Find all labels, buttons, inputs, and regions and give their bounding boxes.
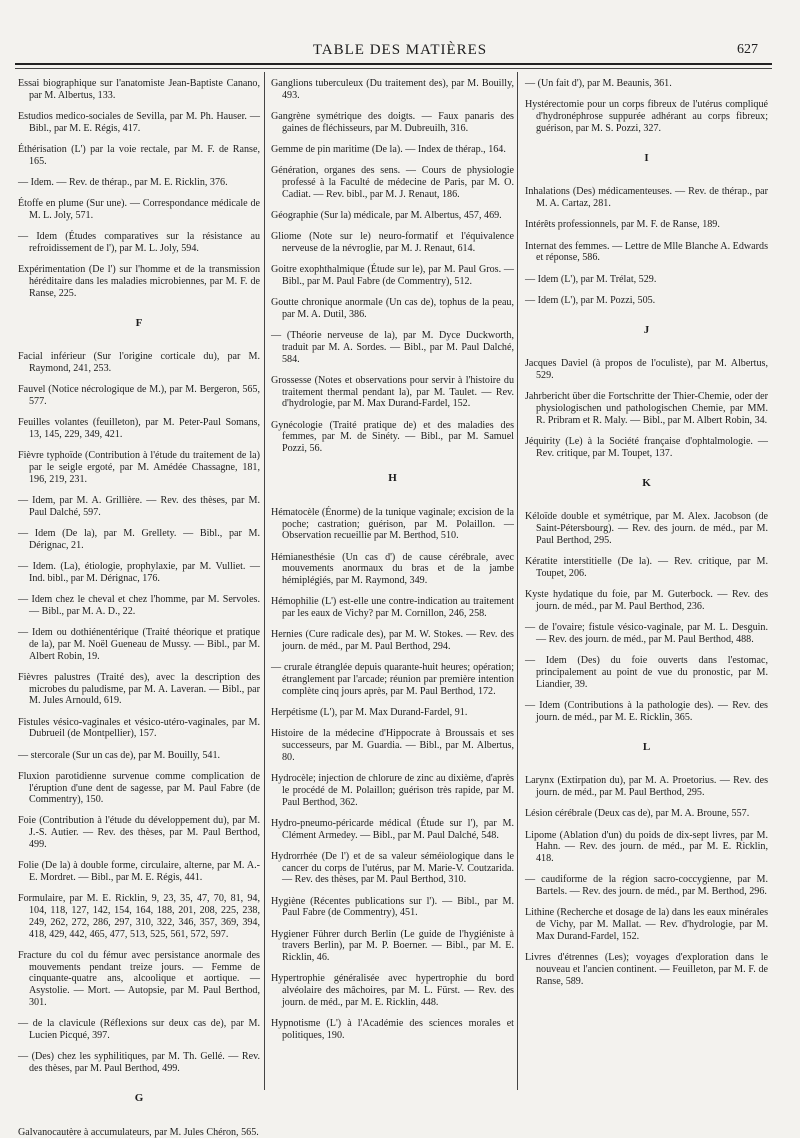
- index-entry: Intérêts professionnels, par M. F. de Ranse, 189.: [525, 219, 720, 231]
- index-entry: Fièvres palustres (Traité des), avec la description des microbes du paludisme, par M. A. Laveran. — Bibl., par M. Jules Arnould, 619.: [18, 671, 260, 707]
- index-entry: Fistules vésico-vaginales et vésico-utéro-vaginales, par M. Dubrueil (de Montpellier), 157.: [18, 716, 260, 740]
- section-letter: J: [643, 323, 650, 336]
- index-entry: Herpétisme (L'), par M. Max Durand-Fardel, 91.: [271, 707, 468, 719]
- index-entry: Formulaire, par M. E. Ricklin, 9, 23, 35, 47, 70, 81, 94, 104, 118, 127, 142, 154, 164, 188, 201, 208, 225, 238, 249, 262, 272, 286, 297, 310, 322, 346, 357, 369, 394, 418, 429, 442, 465, 477, 513, 525, 561, 572, 597.: [18, 893, 260, 940]
- index-entry: Hypnotisme (L') à l'Académie des sciences morales et politiques, 190.: [271, 1018, 514, 1041]
- column-separator: [517, 72, 518, 1090]
- index-entry: Hématocèle (Énorme) de la tunique vaginale; excision de la poche; castration; guérison, par M. Polaillon. — Observation recueillie par M. Berthod, 510.: [271, 506, 514, 542]
- index-entry: Histoire de la médecine d'Hippocrate à Broussais et ses successeurs, par M. Guardia. — Bibl., par M. Albertus, 80.: [271, 728, 514, 763]
- index-entry: — Idem (De la), par M. Grellety. — Bibl., par M. Dérignac, 21.: [18, 528, 260, 551]
- index-entry: Kératite interstitielle (De la). — Rev. critique, par M. Toupet, 206.: [525, 556, 768, 580]
- index-entry: Foie (Contribution à l'étude du développement du), par M. J.-S. Autier. — Rev. des thèses, par M. Paul Berthod, 499.: [18, 815, 260, 851]
- index-entry: Hémianesthésie (Un cas d') de cause cérébrale, avec mouvements anormaux du bras et de la jambe hémiplégiés, par M. Raymond, 349.: [271, 551, 514, 587]
- index-entry: — Idem (Études comparatives sur la résistance au refroidissement de l'), par M. L. Joly, 594.: [18, 231, 260, 254]
- section-letter: K: [642, 476, 651, 489]
- index-entry: Larynx (Extirpation du), par M. A. Proetorius. — Rev. des journ. de méd., par M. Paul Berthod, 295.: [525, 775, 768, 799]
- index-column-2: [271, 78, 514, 1090]
- index-entry: — Idem. (La), étiologie, prophylaxie, par M. Vulliet. — Ind. bibl., par M. Dérignac, 176.: [18, 561, 260, 584]
- index-entry: — stercorale (Sur un cas de), par M. Bouilly, 541.: [18, 749, 221, 761]
- index-entry: Goitre exophthalmique (Étude sur le), par M. Paul Gros. — Bibl., par M. Paul Fabre (de Commentry), 512.: [271, 264, 514, 287]
- section-letter: F: [135, 316, 143, 329]
- index-entry: — Idem ou dothiénentérique (Traité théorique et pratique de la), par M. Noël Gueneau de Mussy. — Bibl., par M. Albert Robin, 19.: [18, 626, 260, 662]
- section-letter: G: [134, 1091, 144, 1104]
- index-entry: Folie (De la) à double forme, circulaire, alterne, par M. A.-E. Mordret. — Bibl., par M. E. Régis, 441.: [18, 860, 260, 884]
- index-entry: Livres d'étrennes (Les); voyages d'exploration dans le nouveau et l'ancien continent. — Feuilleton, par M. F. de Ranse, 589.: [525, 952, 768, 987]
- index-entry: Éthérisation (L') par la voie rectale, par M. F. de Ranse, 165.: [18, 143, 260, 167]
- index-entry: Expérimentation (De l') sur l'homme et de la transmission héréditaire dans les maladies microbiennes, par M. F. de Ranse, 225.: [18, 264, 260, 299]
- index-entry: — Idem. — Rev. de thérap., par M. E. Ricklin, 376.: [18, 176, 228, 188]
- index-entry: Lithine (Recherche et dosage de la) dans les eaux minérales de Vichy, par M. Mallat. — Rev. d'hydrologie, par M. Max Durand-Fardel, 152.: [525, 907, 768, 942]
- index-entry: — (Un fait d'), par M. Beaunis, 361.: [525, 78, 672, 89]
- index-column-3: [525, 78, 768, 1090]
- index-entry: Étoffe en plume (Sur une). — Correspondance médicale de M. L. Joly, 571.: [18, 198, 260, 221]
- index-entry: Goutte chronique anormale (Un cas de), tophus de la peau, par M. A. Dutil, 386.: [271, 297, 514, 320]
- page-number: 627: [737, 42, 758, 57]
- index-entry: Hydrorrhée (De l') et de sa valeur séméiologique dans le cancer du corps de l'utérus, par M. Marie-V. Coutzarida. — Rev. des thèses, par M. Paul Berthod, 310.: [271, 850, 514, 886]
- header-rule-thin: [15, 68, 772, 69]
- index-entry: Feuilles volantes (feuilleton), par M. Peter-Paul Somans, 13, 145, 229, 349, 421.: [18, 417, 260, 441]
- index-entry: Hydrocèle; injection de chlorure de zinc au dixième, d'après le procédé de M. Polaillon; guérison très rapide, par M. Paul Berthod, 362.: [271, 773, 514, 808]
- section-letter: H: [388, 472, 397, 485]
- index-entry: Gangrène symétrique des doigts. — Faux panaris des gaines de fléchisseurs, par M. Dubreuilh, 316.: [271, 110, 514, 134]
- index-entry: — crurale étranglée depuis quarante-huit heures; opération; étranglement par l'arcade; réunion par première intention complète cinq jours après, par M. Paul Berthod, 172.: [271, 662, 514, 697]
- index-entry: Lipome (Ablation d'un) du poids de dix-sept livres, par M. Hahn. — Rev. des journ. de méd., par M. E. Ricklin, 418.: [525, 829, 768, 865]
- index-entry: — Idem chez le cheval et chez l'homme, par M. Servoles. — Bibl., par M. A. D., 22.: [18, 593, 260, 617]
- index-entry: Hernies (Cure radicale des), par M. W. Stokes. — Rev. des journ. de méd., par M. Paul Berthod, 294.: [271, 629, 514, 653]
- index-entry: Inhalations (Des) médicamenteuses. — Rev. de thérap., par M. A. Cartaz, 281.: [525, 186, 768, 210]
- index-entry: Internat des femmes. — Lettre de Mlle Blanche A. Edwards et réponse, 586.: [525, 240, 768, 264]
- section-letter: L: [642, 740, 651, 753]
- index-entry: Hypertrophie généralisée avec hypertrophie du bord alvéolaire des mâchoires, par M. L. Fürst. — Rev. des journ. de méd., par M. E. Ricklin, 448.: [271, 973, 514, 1009]
- index-entry: Fluxion parotidienne survenue comme complication de l'éruption d'une dent de sagesse, par M. Paul Fabre (de Commentry), 150.: [18, 770, 260, 806]
- index-entry: Gemme de pin maritime (De la). — Index de thérap., 164.: [271, 143, 506, 155]
- index-entry: Hygiener Führer durch Berlin (Le guide de l'hygiéniste à travers Berlin), par M. P. Boerner. — Bibl., par M. E. Ricklin, 46.: [271, 928, 514, 964]
- index-entry: Gynécologie (Traité pratique de) et des maladies des femmes, par M. de Sinéty. — Bibl., par M. Samuel Pozzi, 56.: [271, 419, 514, 455]
- index-entry: Hydro-pneumo-péricarde médical (Étude sur l'), par M. Clément Armedey. — Bibl., par M. Paul Dalché, 548.: [271, 817, 514, 841]
- index-entry: Hémophilie (L') est-elle une contre-indication au traitement par les eaux de Vichy? par M. Cornillon, 246, 258.: [271, 596, 514, 620]
- index-entry: Kyste hydatique du foie, par M. Guterbock. — Rev. des journ. de méd., par M. Paul Berthod, 236.: [525, 589, 768, 613]
- index-entry: Hystérectomie pour un corps fibreux de l'utérus compliqué d'hydronéphrose suppurée adhérant au corps fibreux; guérison, par M. S. Pozzi, 327.: [525, 99, 768, 134]
- index-entry: Géographie (Sur la) médicale, par M. Albertus, 457, 469.: [271, 209, 502, 221]
- index-entry: Grossesse (Notes et observations pour servir à l'histoire du traitement thermal pendant la), par M. Taulet. — Rev. d'hydrologie, par M. Max Durand-Fardel, 152.: [271, 374, 514, 410]
- page-title: TABLE DES MATIÈRES: [312, 42, 488, 58]
- index-entry: Kéloïde double et symétrique, par M. Alex. Jacobson (de Saint-Pétersbourg). — Rev. des journ. de méd., par M. Paul Berthod, 295.: [525, 511, 768, 547]
- header-rule: [15, 63, 772, 65]
- index-entry: Essai biographique sur l'anatomiste Jean-Baptiste Canano, par M. Albertus, 133.: [18, 78, 260, 101]
- index-entry: Fièvre typhoïde (Contribution à l'étude du traitement de la) par le seigle ergoté, par M. Amédée Chassagne, 181, 196, 219, 231.: [18, 450, 260, 485]
- index-entry: — Idem (Contributions à la pathologie des). — Rev. des journ. de méd., par M. E. Ricklin, 365.: [525, 699, 768, 723]
- index-entry: — (Des) chez les syphilitiques, par M. Th. Gellé. — Rev. des thèses, par M. Paul Berthod, 499.: [18, 1051, 260, 1074]
- index-entry: — Idem (L'), par M. Trélat, 529.: [525, 273, 657, 285]
- index-entry: Fauvel (Notice nécrologique de M.), par M. Bergeron, 565, 577.: [18, 384, 260, 408]
- index-entry: Jahrbericht über die Fortschritte der Thier-Chemie, oder der physiologischen und pathologischen Chemie, par MM. R. Pribram et R. Maly. — Bibl., par M. Albert Robin, 34.: [525, 391, 768, 426]
- index-entry: Facial inférieur (Sur l'origine corticale du), par M. Raymond, 241, 253.: [18, 351, 260, 375]
- index-entry: Jacques Daviel (à propos de l'oculiste), par M. Albertus, 529.: [525, 358, 768, 382]
- index-entry: Estudios medico-sociales de Sevilla, par M. Ph. Hauser. — Bibl., par M. E. Régis, 417.: [18, 110, 260, 134]
- index-entry: — Idem (L'), par M. Pozzi, 505.: [525, 294, 656, 306]
- index-entry: Hygiène (Récentes publications sur l'). — Bibl., par M. Paul Fabre (de Commentry), 451.: [271, 895, 514, 919]
- index-entry: Ganglions tuberculeux (Du traitement des), par M. Bouilly, 493.: [271, 78, 514, 101]
- index-entry: — Idem (Des) du foie ouverts dans l'estomac, principalement au point de vue du pronostic, par M. Liandier, 39.: [525, 655, 768, 690]
- index-entry: — (Théorie nerveuse de la), par M. Dyce Duckworth, traduit par M. A. Sordes. — Bibl., par M. Paul Dalché, 584.: [271, 330, 514, 365]
- column-separator: [264, 72, 265, 1090]
- section-letter: I: [644, 151, 649, 164]
- index-entry: — Idem, par M. A. Grillière. — Rev. des thèses, par M. Paul Dalché, 597.: [18, 495, 260, 518]
- index-entry: Galvanocautère à accumulateurs, par M. Jules Chéron, 565.: [18, 1126, 259, 1138]
- index-entry: Gliome (Note sur le) neuro-formatif et l'équivalence nerveuse de la névroglie, par M. J. Renaut, 614.: [271, 231, 514, 254]
- index-entry: Génération, organes des sens. — Cours de physiologie professé à la Faculté de médecine de Paris, par M. O. Cadiat. — Rev. bibl., par M. J. Renaut, 186.: [271, 165, 514, 200]
- index-entry: — caudiforme de la région sacro-coccygienne, par M. Bartels. — Rev. des journ. de méd., par M. Berthod, 296.: [525, 874, 768, 898]
- index-entry: Jéquirity (Le) à la Société française d'ophtalmologie. — Rev. critique, par M. Toupet, 137.: [525, 436, 768, 459]
- index-entry: Fracture du col du fémur avec persistance anormale des mouvements pendant treize jours. — Femme de cinquante-quatre ans, alcoolique et aortique. — Asystolie. — Mort. — Autopsie, par M. Paul Berthod, 301.: [18, 949, 260, 1009]
- index-column-1: [18, 78, 260, 1138]
- index-entry: — de l'ovaire; fistule vésico-vaginale, par M. L. Desguin. — Rev. des journ. de méd., par M. Paul Berthod, 488.: [525, 622, 768, 646]
- index-entry: — de la clavicule (Réflexions sur deux cas de), par M. Lucien Picqué, 397.: [18, 1018, 260, 1041]
- index-entry: Lésion cérébrale (Deux cas de), par M. A. Broune, 557.: [525, 808, 750, 820]
